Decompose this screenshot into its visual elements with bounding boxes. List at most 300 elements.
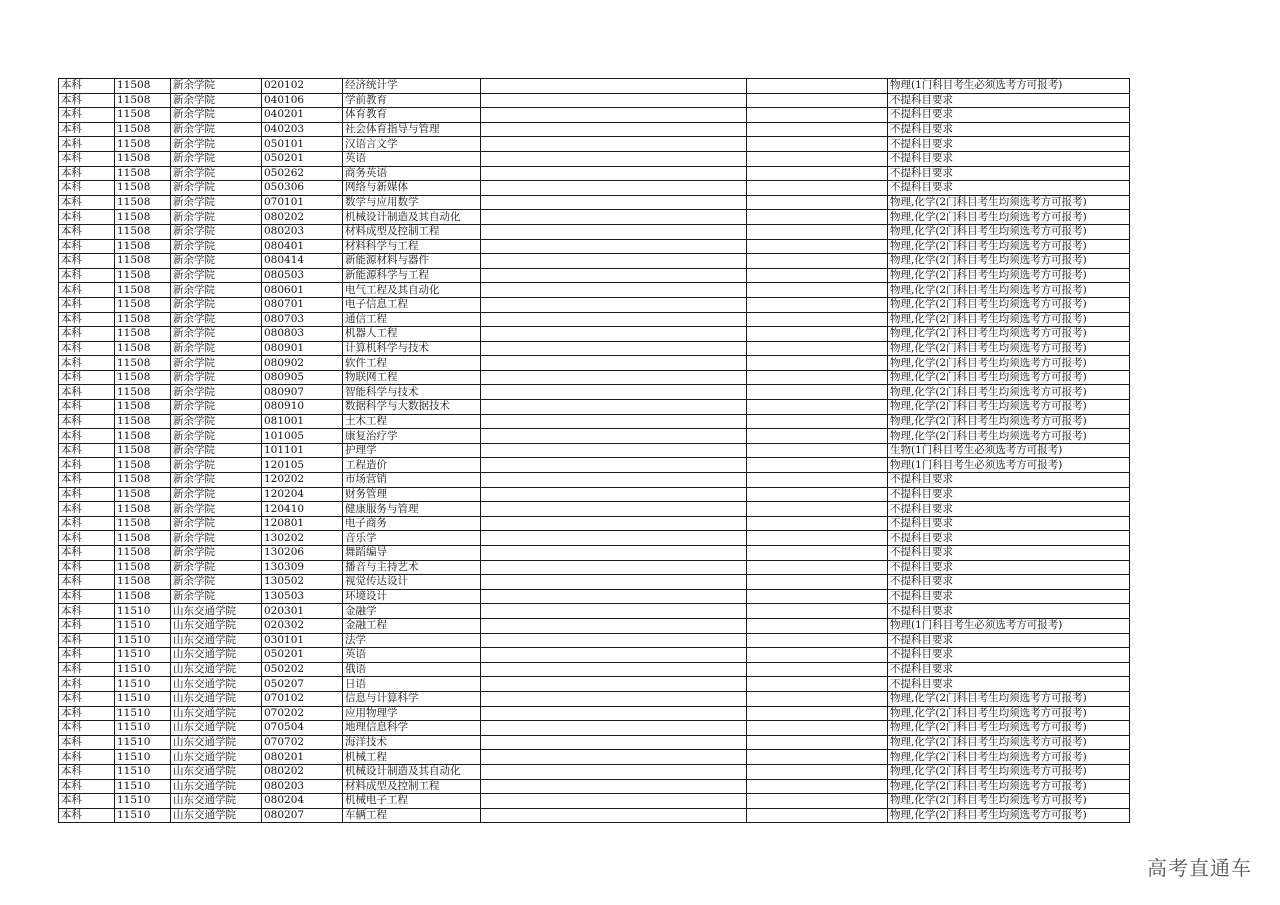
major-code-cell: 080401 [262,239,343,254]
blank-cell [747,764,888,779]
blank-cell [747,648,888,663]
major-code-cell: 070504 [262,721,343,736]
table-row [59,93,1130,108]
level-cell: 本科 [59,575,115,590]
major-name-cell: 物联网工程 [343,370,481,385]
blank-cell [747,502,888,517]
level-cell: 本科 [59,268,115,283]
subject-requirement-cell: 不提科目要求 [888,633,1130,648]
watermark-text: 高考直通车 [1147,856,1252,880]
blank-cell [481,400,747,415]
level-cell: 本科 [59,458,115,473]
subject-requirement-cell: 物理,化学(2门科目考生均须选考方可报考) [888,750,1130,765]
blank-cell [481,735,747,750]
major-code-cell: 081001 [262,414,343,429]
school-name-cell: 新余学院 [171,589,262,604]
school-name-cell: 山东交通学院 [171,721,262,736]
major-code-cell: 101005 [262,429,343,444]
major-name-cell: 信息与计算科学 [343,691,481,706]
school-code-cell: 11508 [115,560,171,575]
blank-cell [481,604,747,619]
blank-cell [481,79,747,94]
subject-requirement-cell: 物理,化学(2门科目考生均须选考方可报考) [888,224,1130,239]
major-code-cell: 040106 [262,93,343,108]
table-row [59,254,1130,269]
major-code-cell: 050201 [262,648,343,663]
table-row [59,633,1130,648]
level-cell: 本科 [59,356,115,371]
school-code-cell: 11508 [115,356,171,371]
blank-cell [747,706,888,721]
table-row [59,122,1130,137]
school-name-cell: 山东交通学院 [171,764,262,779]
school-code-cell: 11510 [115,662,171,677]
table-row [59,370,1130,385]
school-code-cell: 11508 [115,341,171,356]
blank-cell [481,721,747,736]
major-name-cell: 网络与新媒体 [343,181,481,196]
school-code-cell: 11510 [115,794,171,809]
table-row [59,473,1130,488]
level-cell: 本科 [59,181,115,196]
major-code-cell: 120202 [262,473,343,488]
major-name-cell: 日语 [343,677,481,692]
level-cell: 本科 [59,648,115,663]
school-code-cell: 11508 [115,546,171,561]
blank-cell [481,210,747,225]
major-name-cell: 软件工程 [343,356,481,371]
blank-cell [481,618,747,633]
subject-requirement-cell: 物理,化学(2门科目考生均须选考方可报考) [888,735,1130,750]
level-cell: 本科 [59,779,115,794]
blank-cell [481,502,747,517]
table-row [59,721,1130,736]
school-name-cell: 新余学院 [171,546,262,561]
table-row [59,137,1130,152]
school-code-cell: 11508 [115,210,171,225]
table-row [59,268,1130,283]
blank-cell [747,721,888,736]
major-name-cell: 材料成型及控制工程 [343,224,481,239]
blank-cell [481,108,747,123]
school-code-cell: 11508 [115,224,171,239]
subject-requirement-cell: 物理,化学(2门科目考生均须选考方可报考) [888,400,1130,415]
school-name-cell: 新余学院 [171,385,262,400]
major-code-cell: 050306 [262,181,343,196]
school-code-cell: 11508 [115,312,171,327]
table-row [59,458,1130,473]
major-name-cell: 英语 [343,151,481,166]
level-cell: 本科 [59,195,115,210]
school-name-cell: 山东交通学院 [171,808,262,823]
major-name-cell: 音乐学 [343,531,481,546]
school-name-cell: 新余学院 [171,79,262,94]
major-name-cell: 智能科学与技术 [343,385,481,400]
school-name-cell: 山东交通学院 [171,779,262,794]
blank-cell [481,794,747,809]
major-name-cell: 新能源材料与器件 [343,254,481,269]
blank-cell [747,794,888,809]
major-name-cell: 数据科学与大数据技术 [343,400,481,415]
blank-cell [481,224,747,239]
blank-cell [481,283,747,298]
blank-cell [747,400,888,415]
subject-requirement-cell: 物理,化学(2门科目考生均须选考方可报考) [888,794,1130,809]
subject-requirement-cell: 物理,化学(2门科目考生均须选考方可报考) [888,429,1130,444]
school-name-cell: 山东交通学院 [171,648,262,663]
level-cell: 本科 [59,502,115,517]
school-name-cell: 新余学院 [171,137,262,152]
subject-requirement-cell: 物理(1门科目考生必须选考方可报考) [888,458,1130,473]
major-name-cell: 地理信息科学 [343,721,481,736]
blank-cell [747,312,888,327]
subject-requirement-cell: 物理,化学(2门科目考生均须选考方可报考) [888,808,1130,823]
major-code-cell: 040201 [262,108,343,123]
school-name-cell: 山东交通学院 [171,706,262,721]
school-name-cell: 山东交通学院 [171,618,262,633]
table-row [59,706,1130,721]
major-code-cell: 070202 [262,706,343,721]
blank-cell [747,414,888,429]
school-name-cell: 山东交通学院 [171,633,262,648]
school-code-cell: 11508 [115,516,171,531]
blank-cell [481,691,747,706]
level-cell: 本科 [59,414,115,429]
table-row [59,750,1130,765]
blank-cell [481,327,747,342]
major-name-cell: 市场营销 [343,473,481,488]
blank-cell [481,677,747,692]
subject-requirement-cell: 不提科目要求 [888,516,1130,531]
level-cell: 本科 [59,429,115,444]
school-code-cell: 11510 [115,764,171,779]
major-name-cell: 环境设计 [343,589,481,604]
school-code-cell: 11508 [115,400,171,415]
subject-requirement-cell: 物理,化学(2门科目考生均须选考方可报考) [888,268,1130,283]
major-code-cell: 130502 [262,575,343,590]
school-code-cell: 11508 [115,195,171,210]
school-name-cell: 新余学院 [171,224,262,239]
level-cell: 本科 [59,137,115,152]
blank-cell [747,604,888,619]
school-name-cell: 新余学院 [171,166,262,181]
subject-requirement-cell: 不提科目要求 [888,502,1130,517]
table-row [59,677,1130,692]
level-cell: 本科 [59,297,115,312]
blank-cell [481,122,747,137]
major-name-cell: 机械工程 [343,750,481,765]
blank-cell [747,429,888,444]
table-row [59,385,1130,400]
major-code-cell: 120410 [262,502,343,517]
table-row [59,808,1130,823]
major-name-cell: 健康服务与管理 [343,502,481,517]
major-code-cell: 080204 [262,794,343,809]
subject-requirement-cell: 物理,化学(2门科目考生均须选考方可报考) [888,385,1130,400]
subject-requirement-cell: 物理,化学(2门科目考生均须选考方可报考) [888,721,1130,736]
school-name-cell: 新余学院 [171,151,262,166]
level-cell: 本科 [59,385,115,400]
level-cell: 本科 [59,122,115,137]
school-code-cell: 11508 [115,254,171,269]
table-row [59,297,1130,312]
blank-cell [481,385,747,400]
table-row [59,414,1130,429]
school-code-cell: 11508 [115,429,171,444]
table-row [59,195,1130,210]
major-name-cell: 机械设计制造及其自动化 [343,210,481,225]
level-cell: 本科 [59,516,115,531]
school-code-cell: 11508 [115,473,171,488]
table-row [59,735,1130,750]
level-cell: 本科 [59,473,115,488]
major-name-cell: 车辆工程 [343,808,481,823]
school-name-cell: 新余学院 [171,429,262,444]
level-cell: 本科 [59,487,115,502]
subject-requirement-cell: 不提科目要求 [888,531,1130,546]
school-code-cell: 11508 [115,283,171,298]
table-row [59,560,1130,575]
major-code-cell: 120801 [262,516,343,531]
level-cell: 本科 [59,341,115,356]
school-code-cell: 11508 [115,268,171,283]
school-code-cell: 11508 [115,79,171,94]
school-name-cell: 新余学院 [171,341,262,356]
school-code-cell: 11510 [115,779,171,794]
major-name-cell: 财务管理 [343,487,481,502]
school-code-cell: 11510 [115,604,171,619]
school-code-cell: 11510 [115,750,171,765]
major-code-cell: 070101 [262,195,343,210]
subject-requirement-cell: 物理,化学(2门科目考生均须选考方可报考) [888,297,1130,312]
table-row [59,400,1130,415]
blank-cell [481,487,747,502]
school-name-cell: 新余学院 [171,487,262,502]
major-code-cell: 040203 [262,122,343,137]
school-name-cell: 山东交通学院 [171,794,262,809]
level-cell: 本科 [59,312,115,327]
major-name-cell: 新能源科学与工程 [343,268,481,283]
subject-requirement-cell: 物理,化学(2门科目考生均须选考方可报考) [888,312,1130,327]
major-code-cell: 080201 [262,750,343,765]
major-name-cell: 商务英语 [343,166,481,181]
school-name-cell: 新余学院 [171,473,262,488]
school-name-cell: 新余学院 [171,516,262,531]
school-name-cell: 新余学院 [171,108,262,123]
table-row [59,604,1130,619]
blank-cell [747,808,888,823]
subject-requirement-cell: 不提科目要求 [888,108,1130,123]
level-cell: 本科 [59,750,115,765]
blank-cell [747,458,888,473]
school-name-cell: 新余学院 [171,356,262,371]
blank-cell [481,268,747,283]
subject-requirement-cell: 物理,化学(2门科目考生均须选考方可报考) [888,706,1130,721]
school-code-cell: 11510 [115,633,171,648]
subject-requirement-cell: 不提科目要求 [888,93,1130,108]
major-name-cell: 经济统计学 [343,79,481,94]
school-code-cell: 11508 [115,502,171,517]
blank-cell [481,458,747,473]
major-name-cell: 材料科学与工程 [343,239,481,254]
major-name-cell: 学前教育 [343,93,481,108]
school-name-cell: 山东交通学院 [171,604,262,619]
level-cell: 本科 [59,808,115,823]
major-code-cell: 050202 [262,662,343,677]
subject-requirement-cell: 物理,化学(2门科目考生均须选考方可报考) [888,195,1130,210]
subject-requirement-cell: 不提科目要求 [888,560,1130,575]
major-code-cell: 080207 [262,808,343,823]
table-row [59,327,1130,342]
major-code-cell: 120204 [262,487,343,502]
level-cell: 本科 [59,633,115,648]
level-cell: 本科 [59,210,115,225]
major-name-cell: 俄语 [343,662,481,677]
major-code-cell: 130202 [262,531,343,546]
subject-requirement-cell: 物理,化学(2门科目考生均须选考方可报考) [888,779,1130,794]
major-code-cell: 030101 [262,633,343,648]
major-code-cell: 080703 [262,312,343,327]
blank-cell [747,370,888,385]
major-code-cell: 020102 [262,79,343,94]
blank-cell [747,779,888,794]
blank-cell [481,575,747,590]
level-cell: 本科 [59,589,115,604]
school-code-cell: 11508 [115,458,171,473]
level-cell: 本科 [59,662,115,677]
major-name-cell: 体育教育 [343,108,481,123]
blank-cell [481,370,747,385]
blank-cell [747,677,888,692]
school-code-cell: 11508 [115,93,171,108]
subject-requirement-cell: 物理,化学(2门科目考生均须选考方可报考) [888,254,1130,269]
school-code-cell: 11508 [115,370,171,385]
table-row [59,224,1130,239]
major-code-cell: 080701 [262,297,343,312]
major-name-cell: 视觉传达设计 [343,575,481,590]
level-cell: 本科 [59,706,115,721]
school-code-cell: 11508 [115,137,171,152]
blank-cell [481,779,747,794]
school-code-cell: 11508 [115,487,171,502]
school-name-cell: 新余学院 [171,239,262,254]
school-code-cell: 11508 [115,181,171,196]
school-name-cell: 山东交通学院 [171,677,262,692]
major-name-cell: 通信工程 [343,312,481,327]
blank-cell [747,443,888,458]
level-cell: 本科 [59,546,115,561]
blank-cell [747,283,888,298]
major-name-cell: 康复治疗学 [343,429,481,444]
blank-cell [747,210,888,225]
major-code-cell: 101101 [262,443,343,458]
major-name-cell: 电子信息工程 [343,297,481,312]
blank-cell [481,166,747,181]
school-code-cell: 11508 [115,151,171,166]
major-code-cell: 020301 [262,604,343,619]
table-row [59,151,1130,166]
subject-requirement-cell: 物理,化学(2门科目考生均须选考方可报考) [888,239,1130,254]
subject-requirement-cell: 生物(1门科目考生必须选考方可报考) [888,443,1130,458]
subject-requirement-cell: 物理,化学(2门科目考生均须选考方可报考) [888,356,1130,371]
school-name-cell: 山东交通学院 [171,662,262,677]
major-name-cell: 电气工程及其自动化 [343,283,481,298]
major-name-cell: 计算机科学与技术 [343,341,481,356]
blank-cell [747,633,888,648]
table-row [59,443,1130,458]
school-name-cell: 新余学院 [171,400,262,415]
subject-requirement-cell: 物理,化学(2门科目考生均须选考方可报考) [888,370,1130,385]
blank-cell [481,808,747,823]
major-code-cell: 080202 [262,210,343,225]
blank-cell [481,93,747,108]
subject-requirement-cell: 不提科目要求 [888,166,1130,181]
subject-requirement-cell: 物理,化学(2门科目考生均须选考方可报考) [888,341,1130,356]
school-code-cell: 11508 [115,297,171,312]
blank-cell [747,79,888,94]
blank-cell [747,516,888,531]
school-name-cell: 新余学院 [171,210,262,225]
blank-cell [747,560,888,575]
major-name-cell: 汉语言文学 [343,137,481,152]
blank-cell [481,356,747,371]
school-code-cell: 11510 [115,691,171,706]
major-code-cell: 080203 [262,779,343,794]
subject-requirement-cell: 物理,化学(2门科目考生均须选考方可报考) [888,210,1130,225]
subject-requirement-cell: 不提科目要求 [888,589,1130,604]
level-cell: 本科 [59,560,115,575]
school-code-cell: 11510 [115,677,171,692]
school-name-cell: 山东交通学院 [171,691,262,706]
school-name-cell: 新余学院 [171,575,262,590]
school-code-cell: 11510 [115,735,171,750]
school-code-cell: 11508 [115,589,171,604]
school-name-cell: 山东交通学院 [171,735,262,750]
subject-requirement-cell: 不提科目要求 [888,122,1130,137]
table-row [59,166,1130,181]
major-code-cell: 080910 [262,400,343,415]
table-row [59,648,1130,663]
blank-cell [747,151,888,166]
major-code-cell: 050101 [262,137,343,152]
subject-requirement-cell: 不提科目要求 [888,546,1130,561]
school-code-cell: 11508 [115,239,171,254]
blank-cell [747,195,888,210]
school-name-cell: 山东交通学院 [171,750,262,765]
major-code-cell: 080202 [262,764,343,779]
major-code-cell: 080901 [262,341,343,356]
major-name-cell: 数学与应用数学 [343,195,481,210]
requirements-table [58,78,1130,823]
blank-cell [747,166,888,181]
table-row [59,502,1130,517]
school-name-cell: 新余学院 [171,297,262,312]
level-cell: 本科 [59,254,115,269]
level-cell: 本科 [59,443,115,458]
subject-requirement-cell: 物理,化学(2门科目考生均须选考方可报考) [888,414,1130,429]
blank-cell [481,764,747,779]
subject-requirement-cell: 不提科目要求 [888,677,1130,692]
blank-cell [747,662,888,677]
level-cell: 本科 [59,691,115,706]
subject-requirement-cell: 不提科目要求 [888,473,1130,488]
major-code-cell: 080905 [262,370,343,385]
blank-cell [747,239,888,254]
blank-cell [747,589,888,604]
blank-cell [481,546,747,561]
major-name-cell: 舞蹈编导 [343,546,481,561]
blank-cell [747,750,888,765]
